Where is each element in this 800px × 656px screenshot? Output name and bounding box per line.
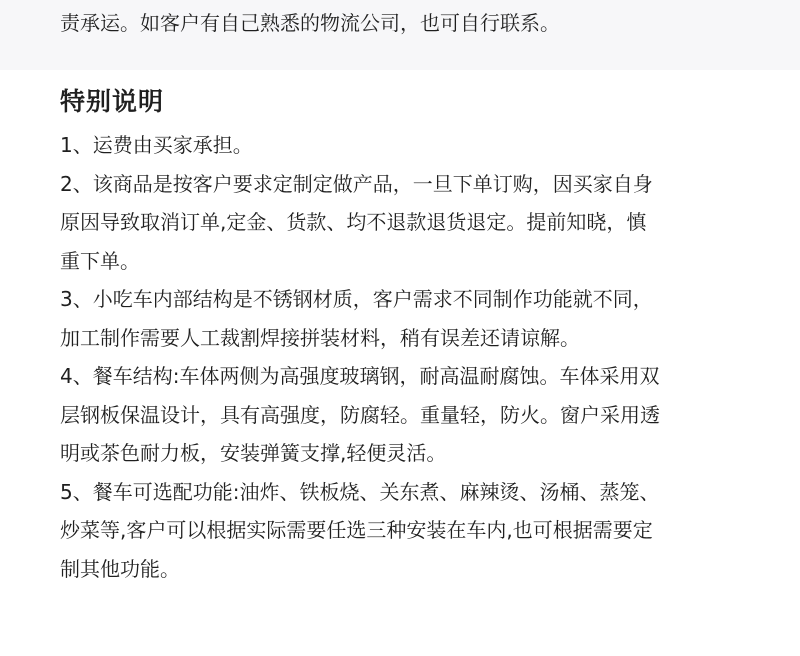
note-item-4 [60, 357, 780, 473]
note-line: 4、餐车结构:车体两侧为高强度玻璃钢，耐高温耐腐蚀。车体采用双 [60, 364, 660, 388]
note-item-5 [60, 473, 780, 589]
note-line: 层钢板保温设计，具有高强度，防腐轻。重量轻，防火。窗户采用透 [60, 402, 660, 427]
note-item-1 [60, 126, 780, 165]
note-line: 明或茶色耐力板，安装弹簧支撑,轻便灵活。 [60, 441, 447, 465]
note-line: 制其他功能。 [60, 556, 180, 581]
note-item-2 [60, 165, 780, 281]
note-item-3 [60, 280, 780, 357]
note-line: 原因导致取消订单,定金、货款、均不退款退货退定。提前知晓，慎 [60, 210, 647, 234]
note-line: 5、餐车可选配功能:油炸、铁板烧、关东煮、麻辣烫、汤桶、蒸笼、 [60, 479, 660, 504]
note-line: 3、小吃车内部结构是不锈钢材质，客户需求不同制作功能就不同， [60, 287, 653, 311]
note-line: 重下单。 [60, 248, 140, 273]
section-title: 特别说明 [60, 87, 165, 116]
previous-section-text: 责承运。如客户有自己熟悉的物流公司，也可自行联系。 [60, 11, 560, 35]
note-line: 加工制作需要人工裁割焊接拼装材料，稍有误差还请谅解。 [60, 325, 580, 350]
note-line: 2、该商品是按客户要求定制定做产品，一旦下单订购，因买家自身 [60, 171, 653, 196]
note-line: 炒菜等,客户可以根据实际需要任选三种安装在车内,也可根据需要定 [60, 518, 653, 542]
special-notes-section [60, 82, 780, 588]
previous-section-band [0, 0, 800, 70]
note-line: 1、运费由买家承担。 [60, 133, 253, 157]
